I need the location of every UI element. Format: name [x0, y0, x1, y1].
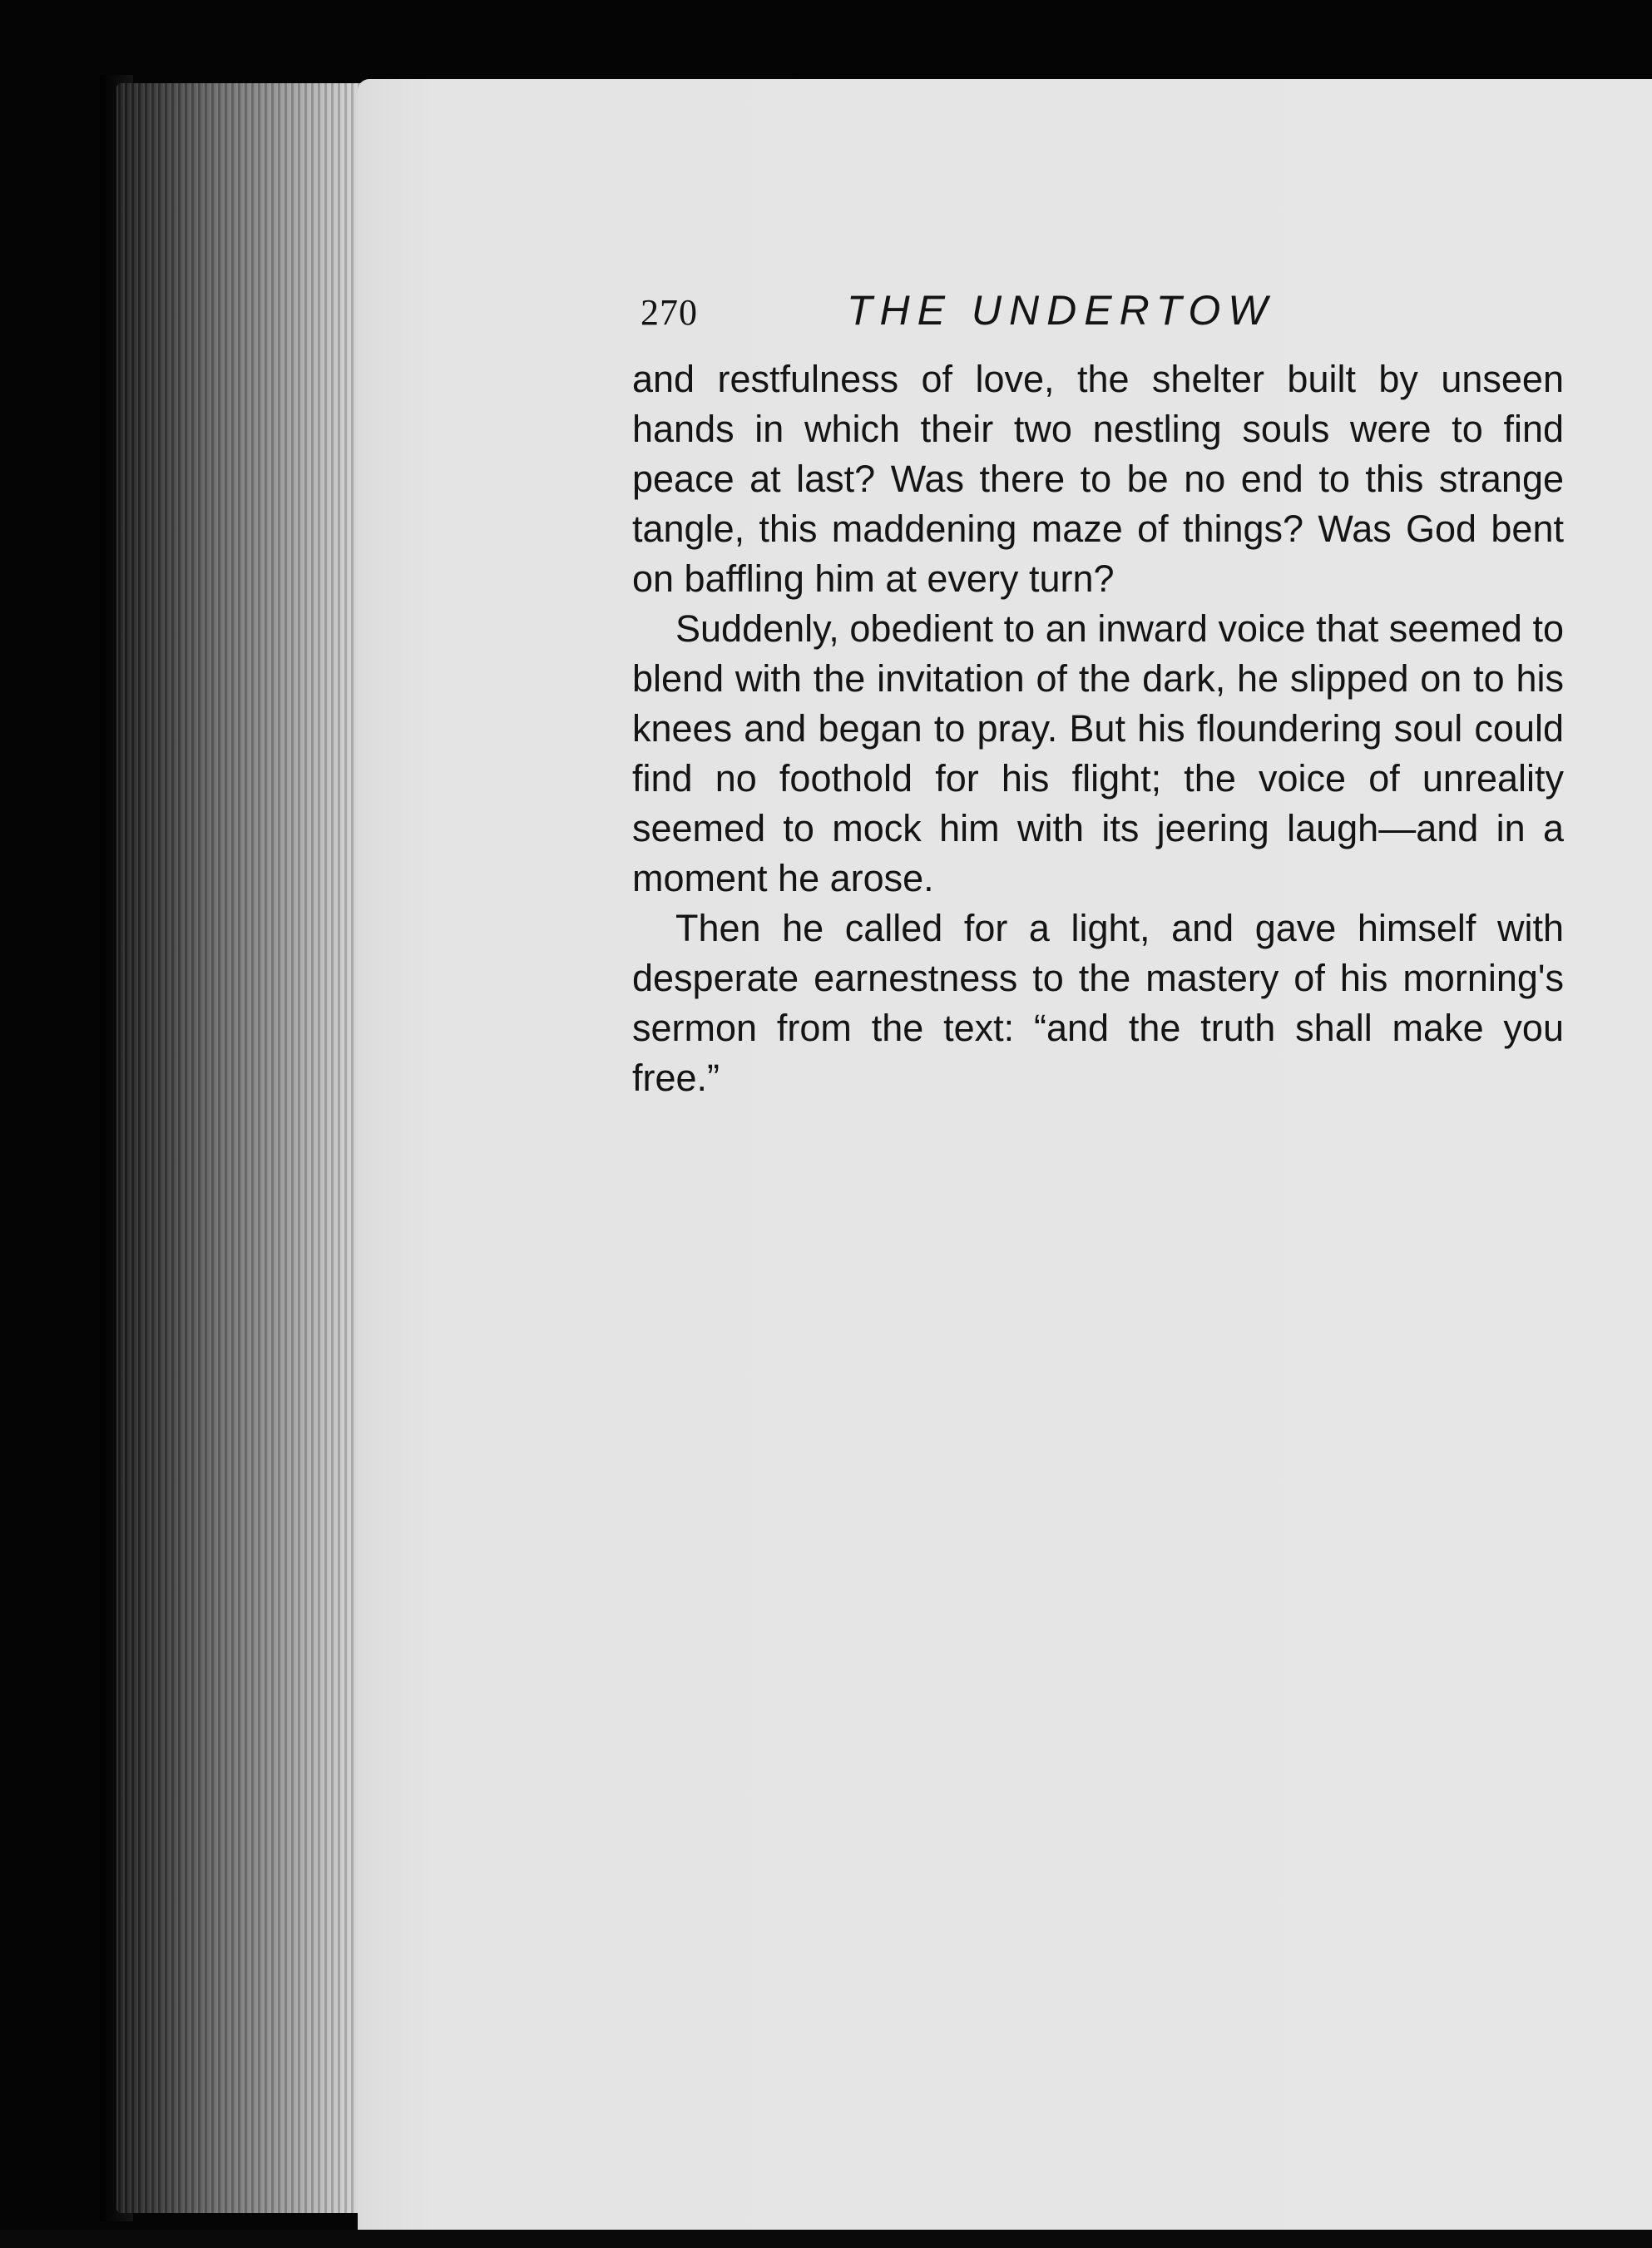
page-text-block: [632, 283, 1564, 1103]
book-page-edges: [116, 83, 366, 2213]
scan-bottom-border: [0, 2230, 1652, 2248]
paragraph-2: Suddenly, obedient to an inward voice that seemed to blend with the invitation of the dark, he slipped on to his knees and began to pray. But his floundering soul could find no foothold for his flight; the voice of unreality seemed to mock him with its jeering laugh—and in a moment he arose.: [632, 607, 1564, 899]
running-head: [632, 283, 1564, 349]
running-title: THE UNDERTOW: [847, 287, 1275, 334]
paragraph-1: and restfulness of love, the shelter built by unseen hands in which their two nestling souls were to find peace at last? Was there to be no end to this strange tangle, this maddening maze of things? Was God bent on baffling him at every turn?: [632, 358, 1564, 600]
page-number: 270: [641, 292, 698, 333]
paragraph-3: Then he called for a light, and gave himself with desperate earnestness to the mastery of his morning's sermon from the text: “and the truth shall make you free.”: [632, 907, 1564, 1099]
